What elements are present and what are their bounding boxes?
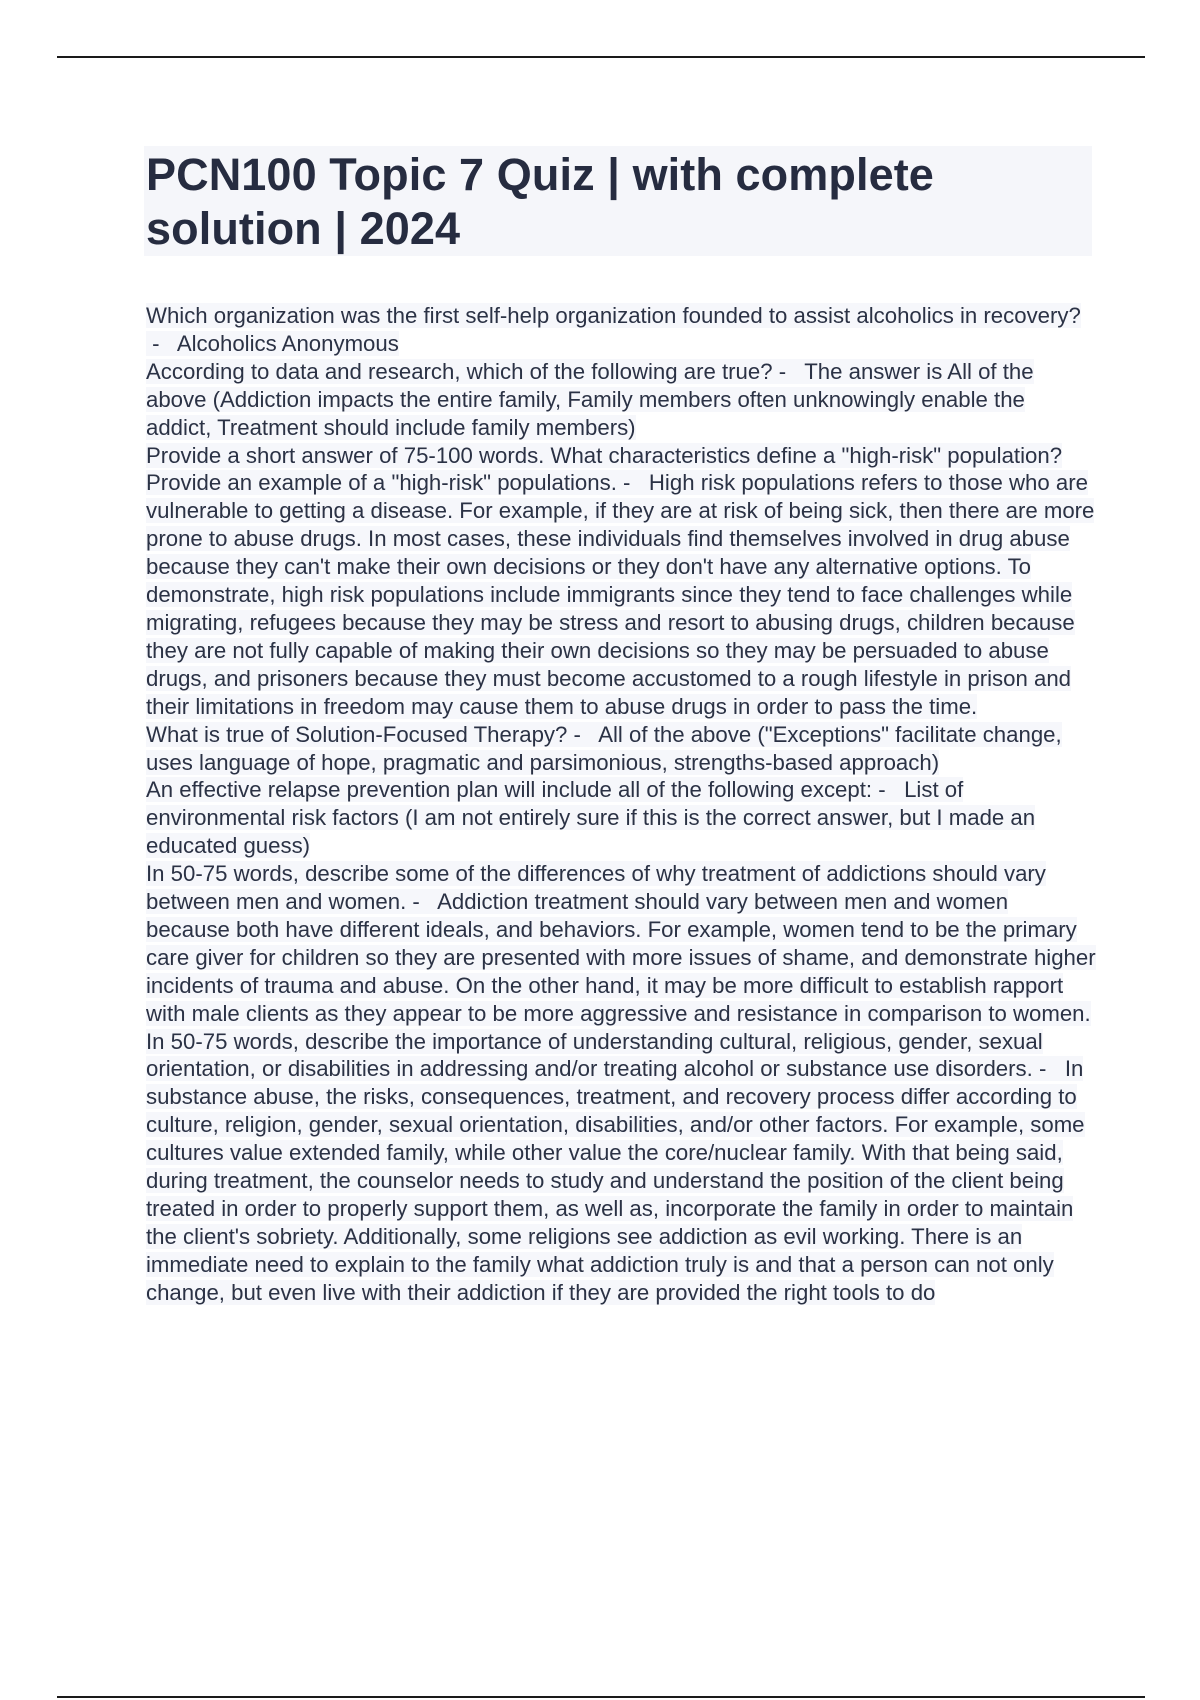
- answer-text: In substance abuse, the risks, consequences, treatment, and recovery process differ according to culture, religion, gender, sexual orientation, disabilities, and/or other factors. For example, some cultures value extended family, while other value the core/nuclear family. With that being said, during treatment, the counselor needs to study and understand the position of the client being treated in order to properly support them, as well as, incorporate the family in order to maintain the client's sobriety. Additionally, some religions see addiction as evil working. There is an immediate need to explain to the family what addiction truly is and that a person can not only change, but even live with their addiction if they are provided the right tools to do: [146, 1056, 1085, 1305]
- answer-text: Addiction treatment should vary between men and women because both have different ideals, and behaviors. For example, women tend to be the primary care giver for children so they are presented with more issues of shame, and demonstrate higher incidents of trauma and abuse. On the other hand, it may be more difficult to establish rapport with male clients as they appear to be more aggressive and resistance in comparison to women.: [146, 889, 1096, 1026]
- answer-text: Alcoholics Anonymous: [176, 330, 399, 356]
- qa-item: [146, 1028, 1096, 1307]
- qa-separator: -: [872, 777, 905, 803]
- question-text: In 50-75 words, describe the importance of understanding cultural, religious, gender, sexual orientation, or disabilities in addressing and/or treating alcohol or substance use disorders.: [146, 1028, 1043, 1082]
- title-block: [144, 146, 1092, 256]
- qa-separator: -: [616, 470, 649, 496]
- qa-separator: -: [146, 330, 177, 356]
- question-text: Which organization was the first self-help organization founded to assist alcoholics in recovery?: [146, 303, 1081, 328]
- qa-separator: -: [772, 358, 805, 384]
- answer-text: High risk populations refers to those who are vulnerable to getting a disease. For example, if they are at risk of being sick, then there are more prone to abuse drugs. In most cases, these individuals find themselves involved in drug abuse because they can't make their own decisions or they don't have any alternative options. To demonstrate, high risk populations include immigrants since they tend to face challenges while migrating, refugees because they may be stress and resort to abusing drugs, children because they are not fully capable of making their own decisions so they may be persuaded to abuse drugs, and prisoners because they must become accustomed to a rough lifestyle in prison and their limitations in freedom may cause them to abuse drugs in order to pass the time.: [146, 470, 1095, 719]
- qa-separator: -: [1032, 1056, 1065, 1082]
- qa-item: [146, 302, 1096, 358]
- qa-separator: -: [406, 889, 438, 915]
- qa-item: [146, 358, 1096, 442]
- top-rule: [57, 56, 1145, 58]
- answer-text: All of the above ("Exceptions" facilitate change, uses language of hope, pragmatic and parsimonious, strengths-based approach): [146, 721, 1062, 775]
- qa-separator: -: [567, 721, 599, 747]
- qa-item: [146, 860, 1096, 1027]
- qa-list: [146, 302, 1096, 1307]
- question-text: In 50-75 words, describe some of the differences of why treatment of addictions should vary between men and women.: [146, 861, 1046, 915]
- question-text: What is true of Solution-Focused Therapy?: [146, 721, 568, 747]
- question-text: An effective relapse prevention plan will include all of the following except:: [146, 777, 873, 803]
- bottom-rule: [57, 1696, 1145, 1698]
- answer-text: The answer is All of the above (Addiction impacts the entire family, Family members often unknowingly enable the addict, Treatment should include family members): [146, 358, 1034, 440]
- qa-item: [146, 721, 1096, 777]
- answer-text: List of environmental risk factors (I am not entirely sure if this is the correct answer, but I made an educated guess): [146, 777, 1036, 859]
- question-text: Provide a short answer of 75-100 words. What characteristics define a "high-risk" population? Provide an example of a "high-risk" populations.: [146, 442, 1063, 496]
- qa-item: [146, 442, 1096, 721]
- page-title: PCN100 Topic 7 Quiz | with complete solution | 2024: [146, 149, 934, 254]
- question-text: According to data and research, which of the following are true?: [146, 358, 773, 384]
- qa-item: [146, 776, 1096, 860]
